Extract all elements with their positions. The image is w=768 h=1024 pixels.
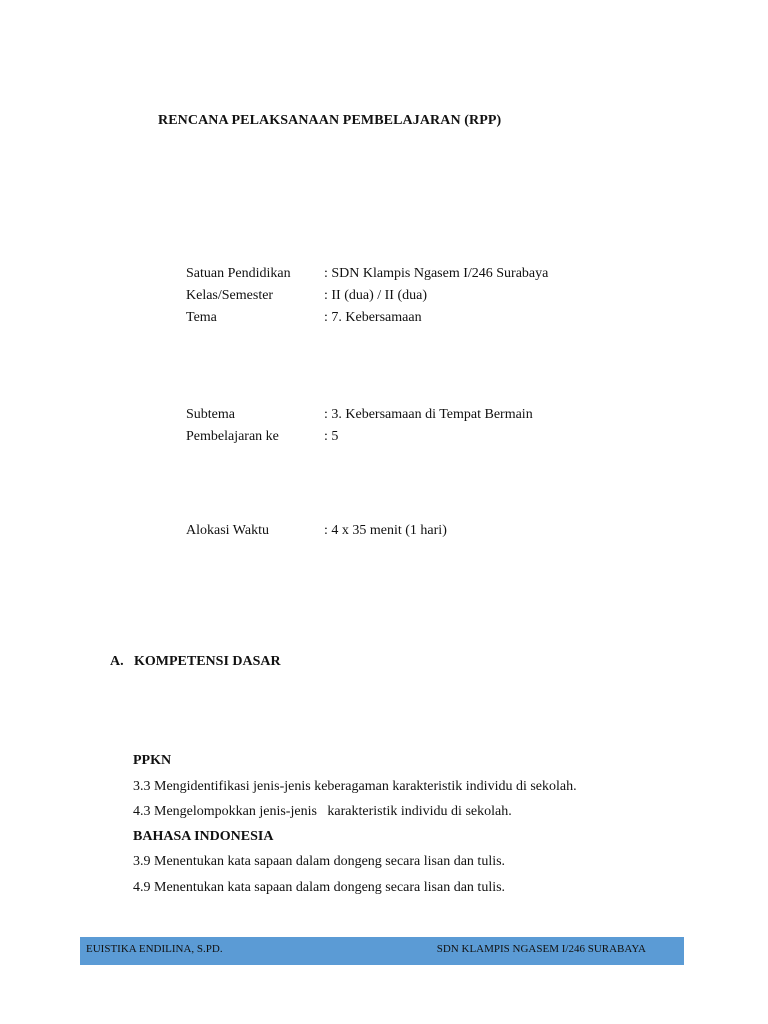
identity-label-kelas: Kelas/Semester — [186, 288, 274, 303]
identity-value-pembelajaran: : 5 — [324, 429, 339, 444]
identity-value-kelas: : II (dua) / II (dua) — [324, 288, 428, 303]
identity-value-alokasi: : 4 x 35 menit (1 hari) — [324, 523, 447, 538]
page-footer — [80, 937, 684, 965]
identity-value-satuan: : SDN Klampis Ngasem I/246 Surabaya — [324, 266, 549, 281]
footer-school: SDN KLAMPIS NGASEM I/246 SURABAYA — [436, 943, 646, 955]
identity-label-satuan: Satuan Pendidikan — [186, 266, 291, 281]
section-title: KOMPETENSI DASAR — [134, 654, 281, 669]
subject-heading-bahasa-indonesia: BAHASA INDONESIA — [133, 829, 274, 844]
document-title: RENCANA PELAKSANAAN PEMBELAJARAN (RPP) — [158, 113, 502, 128]
identity-value-tema: : 7. Kebersamaan — [324, 310, 422, 325]
competency-item: 4.3 Mengelompokkan jenis-jenis karakteristik individu di sekolah. — [133, 804, 512, 819]
section-heading-kompetensi — [110, 654, 281, 670]
identity-label-alokasi: Alokasi Waktu — [186, 523, 269, 538]
competency-item: 4.9 Menentukan kata sapaan dalam dongeng secara lisan dan tulis. — [133, 880, 506, 895]
competency-item: 3.3 Mengidentifikasi jenis-jenis keberagaman karakteristik individu di sekolah. — [133, 779, 577, 794]
identity-value-subtema: : 3. Kebersamaan di Tempat Bermain — [324, 407, 533, 422]
competency-item: 3.9 Menentukan kata sapaan dalam dongeng secara lisan dan tulis. — [133, 854, 506, 869]
identity-label-tema: Tema — [186, 310, 217, 325]
identity-label-subtema: Subtema — [186, 407, 235, 422]
section-number: A. — [110, 654, 124, 669]
identity-label-pembelajaran: Pembelajaran ke — [186, 429, 279, 444]
subject-heading-ppkn: PPKN — [133, 753, 172, 768]
footer-author: EUISTIKA ENDILINA, S.PD. — [86, 943, 223, 955]
